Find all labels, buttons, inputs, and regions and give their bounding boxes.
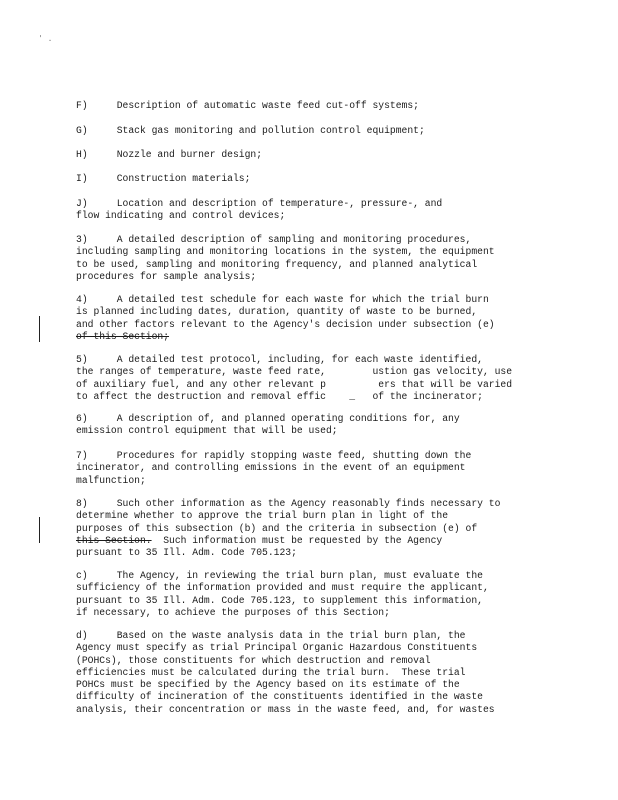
text-line: difficulty of incineration of the constituents identified in the waste (76, 691, 483, 703)
text-line: is planned including dates, duration, quantity of waste to be burned, (76, 306, 478, 318)
text-line: 6) A description of, and planned operating conditions for, any (76, 413, 460, 424)
paragraph-i (76, 173, 546, 185)
text-line: procedures for sample analysis; (76, 270, 257, 282)
paragraph-3 (76, 234, 546, 283)
paragraph-6 (76, 413, 546, 438)
text-line: to be used, sampling and monitoring frequency, and planned analytical (76, 258, 478, 270)
text-line: incinerator, and controlling emissions in the event of an equipment (76, 462, 466, 474)
paragraph-5 (76, 354, 546, 403)
text-line: 3) A detailed description of sampling and monitoring procedures, (76, 234, 472, 245)
text-line: analysis, their concentration or mass in the waste feed, and, for wastes (76, 703, 495, 715)
text-line: F) Description of automatic waste feed cut-off systems; (76, 100, 419, 111)
text-line: flow indicating and control devices; (76, 210, 286, 222)
paragraph-7 (76, 450, 546, 487)
paragraph-d (76, 630, 546, 716)
paragraph-4 (76, 294, 546, 343)
scan-marks: ' . (38, 34, 53, 43)
paragraph-f (76, 100, 546, 112)
revision-bar-1 (39, 316, 40, 342)
text-line: determine whether to approve the trial burn plan in light of the (76, 510, 449, 522)
text-line: sufficiency of the information provided and must require the applicant, (76, 582, 489, 594)
paragraph-g (76, 125, 546, 137)
text-line: POHCs must be specified by the Agency based on its estimate of the (76, 679, 460, 691)
text-line: and other factors relevant to the Agency's decision under subsection (e) (76, 318, 495, 330)
text-line: (POHCs), those constituents for which destruction and removal (76, 654, 431, 666)
text-line: the ranges of temperature, waste feed rate, ustion gas velocity, use (76, 366, 513, 378)
text-line: G) Stack gas monitoring and pollution control equipment; (76, 125, 425, 136)
paragraph-h (76, 149, 546, 161)
text-line: 7) Procedures for rapidly stopping waste feed, shutting down the (76, 450, 472, 461)
struck-text: of this Section; (76, 330, 170, 342)
text-line: 5) A detailed test protocol, including, for each waste identified, (76, 354, 483, 365)
text-line: J) Location and description of temperature-, pressure-, and (76, 198, 443, 209)
text-line: malfunction; (76, 474, 146, 486)
text-line: 8) Such other information as the Agency reasonably finds necessary to (76, 498, 501, 509)
text-line: c) The Agency, in reviewing the trial burn plan, must evaluate the (76, 570, 483, 581)
text-line: pursuant to 35 Ill. Adm. Code 705.123, to supplement this information, (76, 594, 483, 606)
text-line: Agency must specify as trial Principal Organic Hazardous Constituents (76, 642, 478, 654)
text-line: 4) A detailed test schedule for each waste for which the trial burn (76, 294, 489, 305)
paragraph-c (76, 570, 546, 619)
text-line: efficiencies must be calculated during the trial burn. These trial (76, 666, 466, 678)
text-line: if necessary, to achieve the purposes of this Section; (76, 606, 390, 618)
text-span: Such information must be requested by the Agency (151, 534, 443, 546)
text-line: to affect the destruction and removal effic _ of the incinerator; (76, 390, 483, 402)
text-line: emission control equipment that will be used; (76, 425, 338, 437)
paragraph-j (76, 198, 546, 223)
text-line: I) Construction materials; (76, 173, 251, 184)
struck-text: this Section. (76, 534, 152, 546)
text-line: of auxiliary fuel, and any other relevant p ers that will be varied (76, 378, 513, 390)
revision-bar-2 (39, 517, 40, 543)
text-line: H) Nozzle and burner design; (76, 149, 263, 160)
text-line: d) Based on the waste analysis data in the trial burn plan, the (76, 630, 466, 641)
paragraph-8 (76, 498, 546, 559)
text-line: including sampling and monitoring locations in the system, the equipment (76, 246, 495, 258)
text-line: purposes of this subsection (b) and the criteria in subsection (e) of (76, 522, 478, 534)
text-line: pursuant to 35 Ill. Adm. Code 705.123; (76, 547, 297, 559)
